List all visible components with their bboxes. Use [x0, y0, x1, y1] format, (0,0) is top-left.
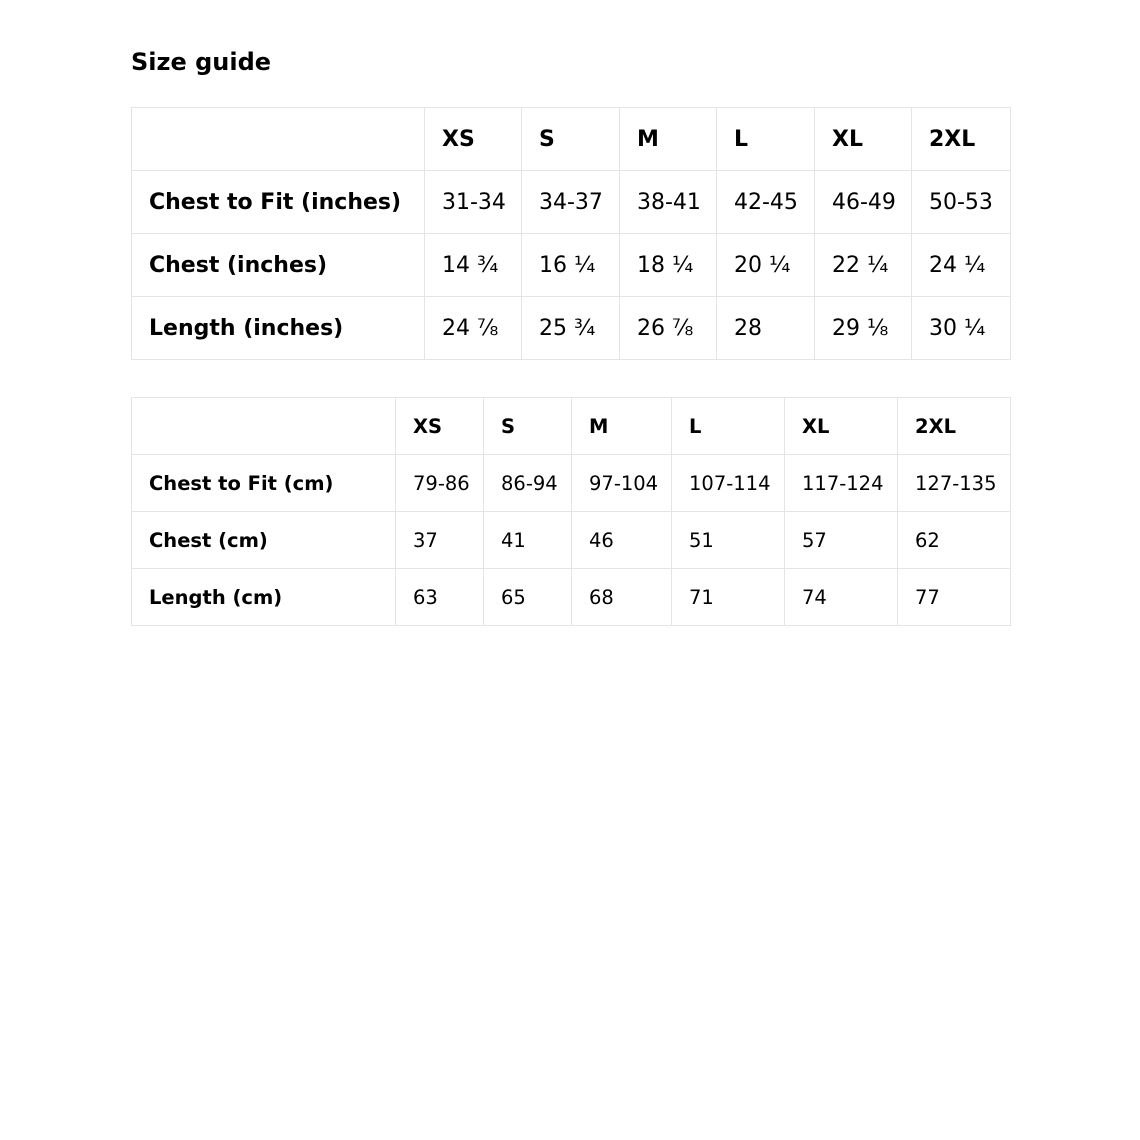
size-header-l: L: [717, 108, 815, 171]
table-row: [132, 234, 1011, 297]
table-cell: 68: [572, 569, 672, 626]
size-header-m: M: [620, 108, 717, 171]
table-cell: 51: [672, 512, 785, 569]
table-cell: 86-94: [484, 455, 572, 512]
table-cell: 28: [717, 297, 815, 360]
table-cell: 24 ¼: [912, 234, 1011, 297]
table-row: [132, 512, 1011, 569]
size-header-xs: XS: [396, 398, 484, 455]
table-cell: 18 ¼: [620, 234, 717, 297]
table-row: [132, 569, 1011, 626]
size-table-cm: [131, 397, 1011, 626]
table-cell: 41: [484, 512, 572, 569]
table-cell: 57: [785, 512, 898, 569]
row-label: Length (cm): [132, 569, 396, 626]
table-cell: 25 ¾: [522, 297, 620, 360]
table-cell: 117-124: [785, 455, 898, 512]
table-cell: 24 ⅞: [425, 297, 522, 360]
row-label: Length (inches): [132, 297, 425, 360]
table-cell: 42-45: [717, 171, 815, 234]
size-header-xs: XS: [425, 108, 522, 171]
row-label: Chest (inches): [132, 234, 425, 297]
table-cell: 62: [898, 512, 1011, 569]
table-cell: 14 ¾: [425, 234, 522, 297]
table-row: [132, 297, 1011, 360]
table-cell: 79-86: [396, 455, 484, 512]
table-cell: 46-49: [815, 171, 912, 234]
table-cell: 63: [396, 569, 484, 626]
size-table-inches: [131, 107, 1011, 360]
table-cell: 37: [396, 512, 484, 569]
table-cell: 31-34: [425, 171, 522, 234]
table-cell: 77: [898, 569, 1011, 626]
table-cell: 38-41: [620, 171, 717, 234]
header-corner-cell: [132, 108, 425, 171]
row-label: Chest to Fit (cm): [132, 455, 396, 512]
table-cell: 65: [484, 569, 572, 626]
header-corner-cell: [132, 398, 396, 455]
size-header-l: L: [672, 398, 785, 455]
size-header-xl: XL: [785, 398, 898, 455]
size-header-s: S: [484, 398, 572, 455]
row-label: Chest to Fit (inches): [132, 171, 425, 234]
table-header-row: [132, 108, 1011, 171]
size-header-xl: XL: [815, 108, 912, 171]
size-header-m: M: [572, 398, 672, 455]
table-cell: 16 ¼: [522, 234, 620, 297]
table-cell: 26 ⅞: [620, 297, 717, 360]
table-cell: 34-37: [522, 171, 620, 234]
table-cell: 46: [572, 512, 672, 569]
row-label: Chest (cm): [132, 512, 396, 569]
table-cell: 97-104: [572, 455, 672, 512]
table-cell: 29 ⅛: [815, 297, 912, 360]
table-cell: 107-114: [672, 455, 785, 512]
table-cell: 127-135: [898, 455, 1011, 512]
page-title: Size guide: [131, 48, 272, 76]
table-row: [132, 171, 1011, 234]
table-cell: 22 ¼: [815, 234, 912, 297]
table-row: [132, 455, 1011, 512]
size-header-s: S: [522, 108, 620, 171]
table-header-row: [132, 398, 1011, 455]
table-cell: 74: [785, 569, 898, 626]
table-cell: 50-53: [912, 171, 1011, 234]
size-header-2xl: 2XL: [898, 398, 1011, 455]
table-cell: 71: [672, 569, 785, 626]
table-cell: 20 ¼: [717, 234, 815, 297]
size-header-2xl: 2XL: [912, 108, 1011, 171]
table-cell: 30 ¼: [912, 297, 1011, 360]
